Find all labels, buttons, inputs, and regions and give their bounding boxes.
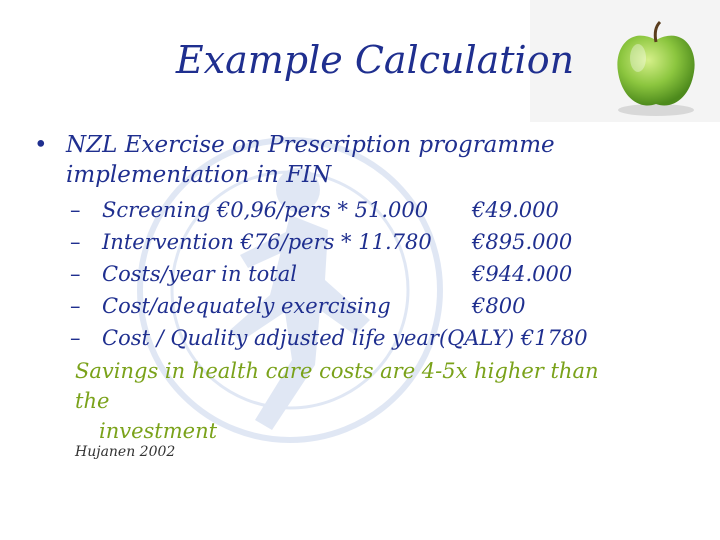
item-value: €800 — [472, 294, 526, 318]
reference: Hujanen 2002 — [75, 444, 176, 460]
bullet-line-1: NZL Exercise on Prescription programme — [66, 132, 555, 158]
item-label: Screening €0,96/pers * 51.000 — [102, 198, 429, 222]
dash-icon: – — [70, 198, 81, 222]
savings-note — [75, 356, 635, 446]
item-value: €49.000 — [472, 198, 559, 222]
savings-line-2: investment — [99, 419, 218, 443]
dash-icon: – — [70, 262, 81, 286]
page-title: Example Calculation — [175, 38, 575, 82]
bullet-dot-icon: • — [34, 132, 48, 158]
dash-icon: – — [70, 326, 81, 350]
savings-line-1: Savings in health care costs are 4-5x higher than the — [75, 359, 599, 413]
item-value: €895.000 — [472, 230, 573, 254]
bullet-line-2: implementation in FIN — [66, 162, 332, 188]
item-label: Intervention €76/pers * 11.780 — [102, 230, 432, 254]
dash-icon: – — [70, 230, 81, 254]
main-bullet — [34, 130, 594, 190]
item-label: Costs/year in total — [102, 262, 297, 286]
item-value: €944.000 — [472, 262, 573, 286]
item-label: Cost / Quality adjusted life year(QALY) €1780 — [102, 326, 588, 350]
dash-icon: – — [70, 294, 81, 318]
item-label: Cost/adequately exercising — [102, 294, 391, 318]
